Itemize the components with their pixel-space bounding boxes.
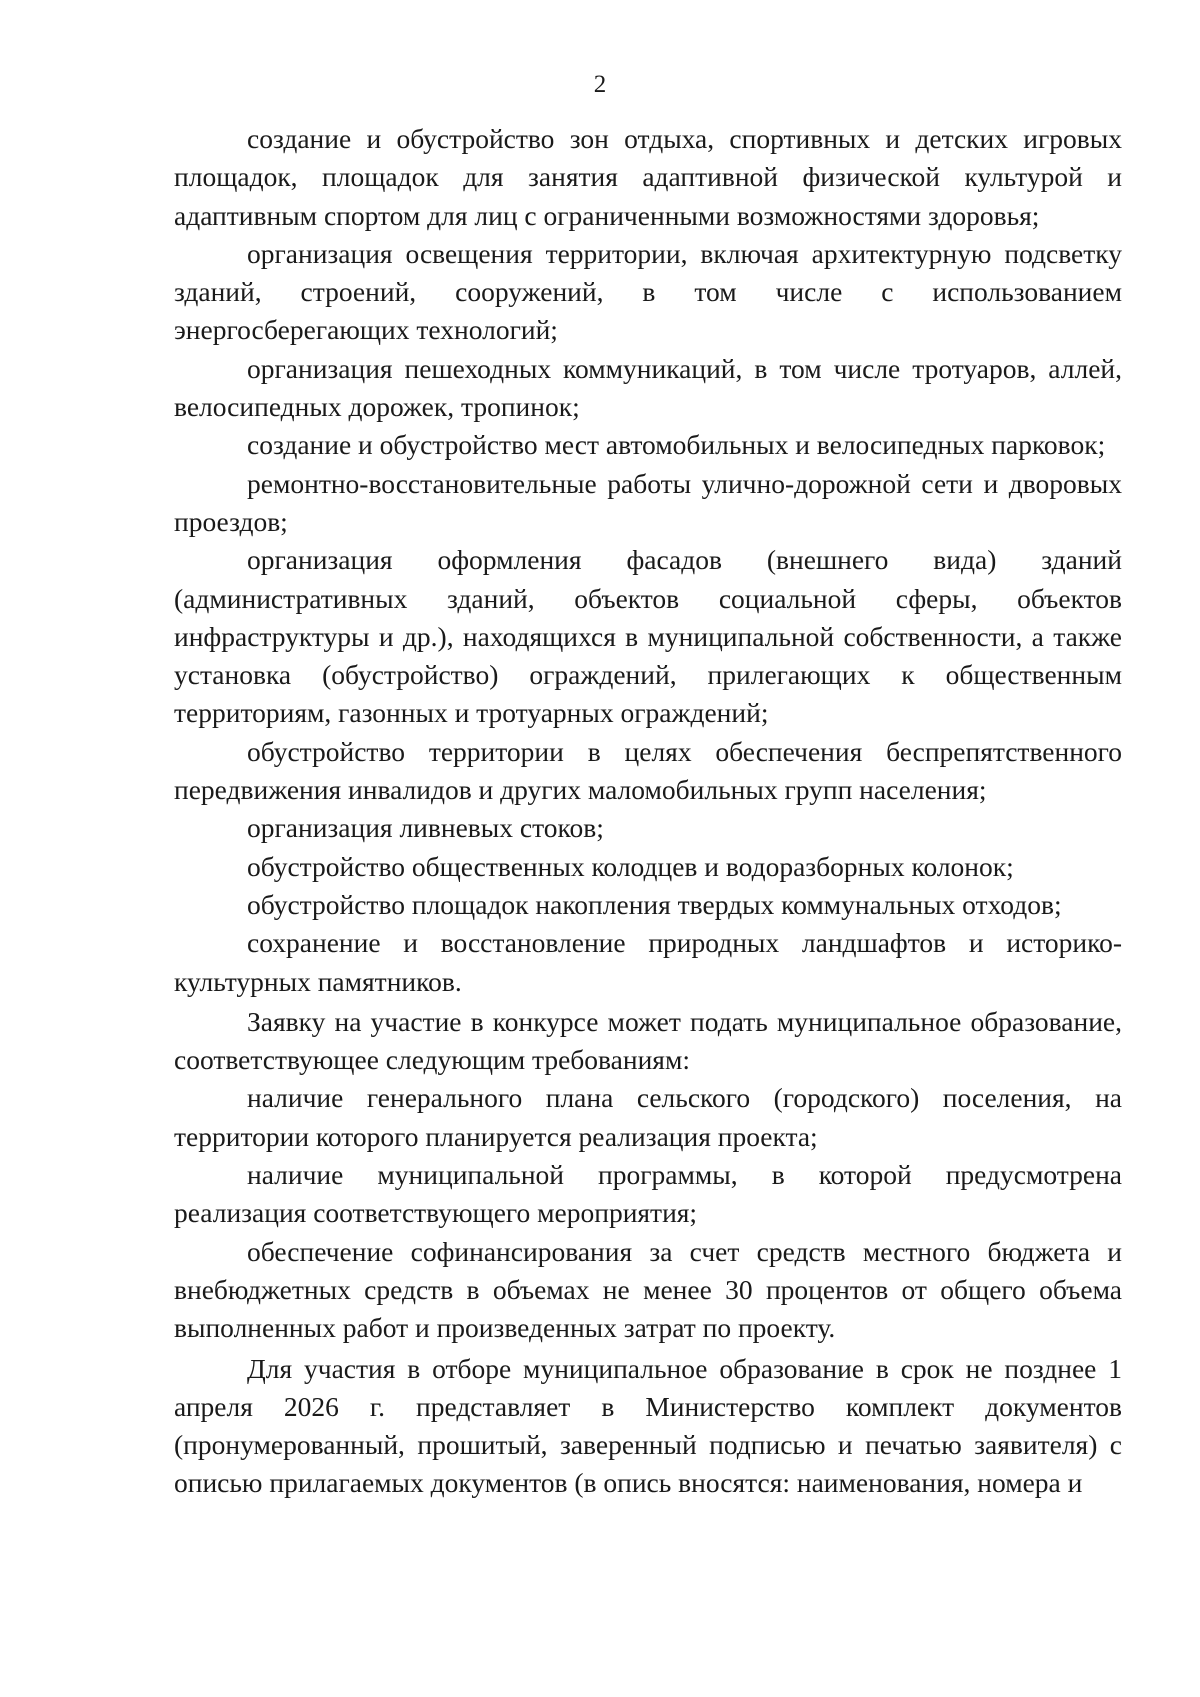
paragraph-recreation-zones: создание и обустройство зон отдыха, спортивных и детских игровых площадок, площадок для занятия адаптивной физической культурой и адаптивным спортом для лиц с ограниченными возможностями здоровья; xyxy=(174,123,1122,231)
paragraph-landscapes: сохранение и восстановление природных ландшафтов и историко-культурных памятников. xyxy=(174,927,1122,997)
paragraph-submission: Для участия в отборе муниципальное образование в срок не позднее 1 апреля 2026 г. представляет в Министерство комплект документов (пронумерованный, прошитый, заверенный подписью и печатью заявителя) с описью прилагаемых документов (в опись вносятся: наименования, номера и xyxy=(174,1352,1122,1499)
paragraph-municipal-program: наличие муниципальной программы, в которой предусмотрена реализация соответствующего мероприятия; xyxy=(174,1159,1122,1229)
page-number: 2 xyxy=(593,71,607,98)
paragraph-application-eligibility: Заявку на участие в конкурсе может подать муниципальное образование, соответствующее следующим требованиям: xyxy=(174,1005,1122,1076)
paragraph-waste-sites: обустройство площадок накопления твердых коммунальных отходов; xyxy=(247,888,1062,920)
paragraph-pedestrian: организация пешеходных коммуникаций, в том числе тротуаров, аллей, велосипедных дорожек, тропинок; xyxy=(174,352,1122,423)
paragraph-facades: организация оформления фасадов (внешнего вида) зданий (административных зданий, объектов социальной сферы, объектов инфраструктуры и др.), находящихся в муниципальной собственности, а также установка (обустройство) ограждений, прилегающих к общественным территориям, газонных и тротуарных ограждений; xyxy=(174,544,1122,729)
paragraph-wells: обустройство общественных колодцев и водоразборных колонок; xyxy=(247,850,1014,882)
paragraph-cofinancing: обеспечение софинансирования за счет средств местного бюджета и внебюджетных средств в объемах не менее 30 процентов от общего объема выполненных работ и произведенных затрат по проекту. xyxy=(174,1235,1122,1344)
paragraph-lighting: организация освещения территории, включая архитектурную подсветку зданий, строений, сооружений, в том числе с использованием энергосберегающих технологий; xyxy=(174,237,1122,346)
page-body xyxy=(174,120,1122,1503)
paragraph-accessibility: обустройство территории в целях обеспечения беспрепятственного передвижения инвалидов и других маломобильных групп населения; xyxy=(174,735,1122,806)
paragraph-storm-drains: организация ливневых стоков; xyxy=(247,812,604,844)
paragraph-parking: создание и обустройство мест автомобильных и велосипедных парковок; xyxy=(247,429,1106,461)
paragraph-general-plan: наличие генерального плана сельского (городского) поселения, на территории которого планируется реализация проекта; xyxy=(174,1082,1122,1152)
paragraph-road-repair: ремонтно-восстановительные работы улично-дорожной сети и дворовых проездов; xyxy=(174,467,1122,537)
